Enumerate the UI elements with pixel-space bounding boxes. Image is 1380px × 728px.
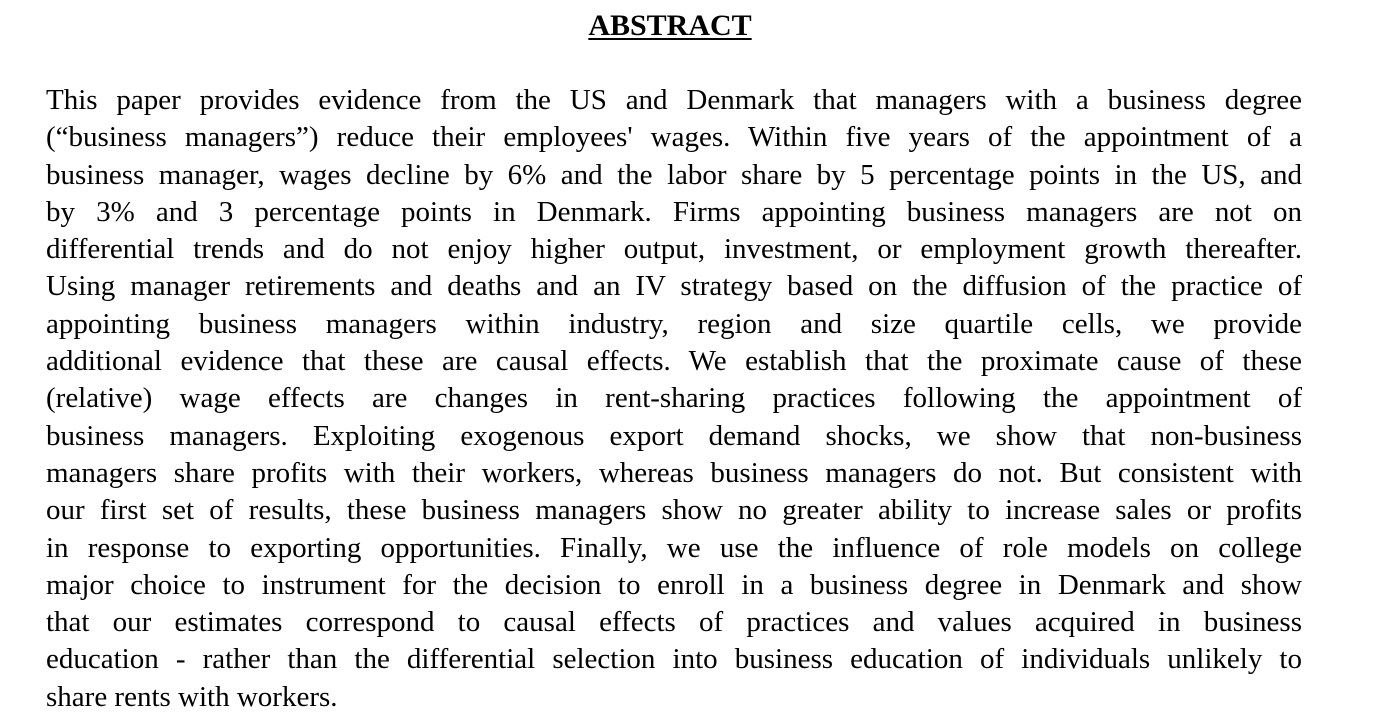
abstract-line: (“business managers”) reduce their employees' wages. Within five years of the appointment of a <box>46 121 1302 154</box>
abstract-line: appointing business managers within industry, region and size quartile cells, we provide <box>46 307 1302 340</box>
abstract-line: by 3% and 3 percentage points in Denmark. Firms appointing business managers are not on <box>46 195 1302 228</box>
abstract-line: in response to exporting opportunities. Finally, we use the influence of role models on college <box>46 531 1302 564</box>
abstract-line: major choice to instrument for the decision to enroll in a business degree in Denmark and show <box>46 568 1302 601</box>
abstract-heading: ABSTRACT <box>588 9 752 42</box>
abstract-line: managers share profits with their workers, whereas business managers do not. But consistent with <box>46 456 1302 489</box>
abstract-line: (relative) wage effects are changes in rent-sharing practices following the appointment of <box>46 382 1302 415</box>
abstract-line: business managers. Exploiting exogenous export demand shocks, we show that non-business <box>46 419 1302 452</box>
abstract-line: share rents with workers. <box>46 680 338 713</box>
abstract-line: additional evidence that these are causal effects. We establish that the proximate cause of these <box>46 345 1302 378</box>
abstract-line: education - rather than the differential selection into business education of individuals unlikely to <box>46 643 1302 676</box>
abstract-line: that our estimates correspond to causal effects of practices and values acquired in business <box>46 606 1302 639</box>
abstract-line: business manager, wages decline by 6% and the labor share by 5 percentage points in the US, and <box>46 158 1302 191</box>
abstract-line: our first set of results, these business managers show no greater ability to increase sales or profits <box>46 494 1302 527</box>
abstract-line: differential trends and do not enjoy higher output, investment, or employment growth thereafter. <box>46 233 1302 266</box>
abstract-body <box>46 82 1302 716</box>
abstract-line: This paper provides evidence from the US and Denmark that managers with a business degree <box>46 84 1302 116</box>
abstract-line: Using manager retirements and deaths and an IV strategy based on the diffusion of the practice of <box>46 270 1302 303</box>
